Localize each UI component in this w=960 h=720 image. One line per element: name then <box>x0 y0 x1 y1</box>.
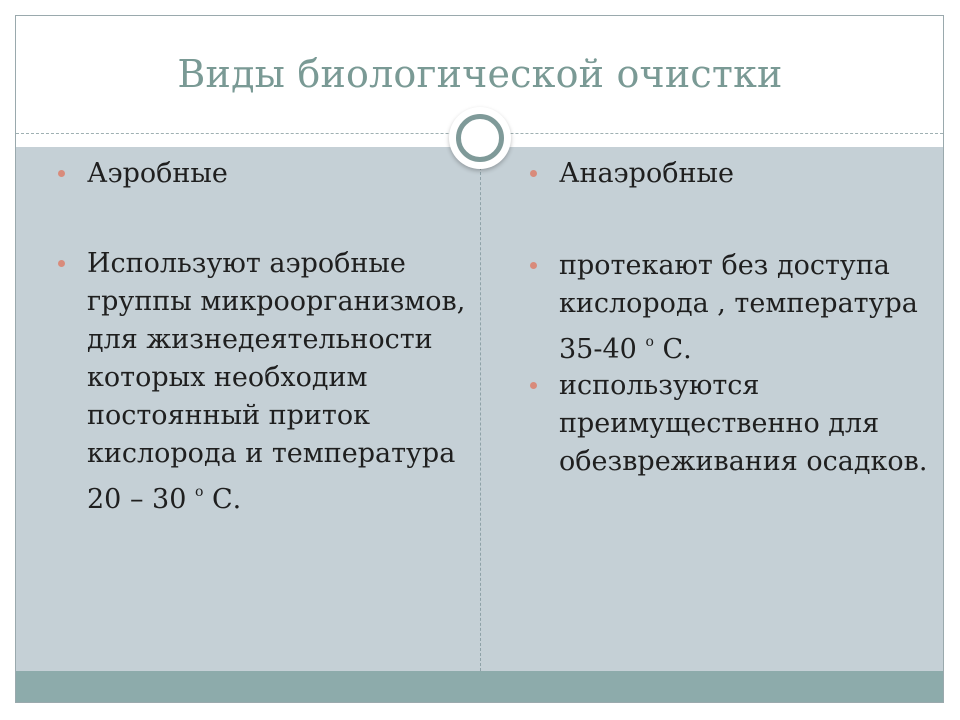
bullet-icon <box>58 170 65 177</box>
bullet-anaerobic-usage <box>526 367 936 481</box>
temperature-unit: С. <box>653 334 692 365</box>
bullet-icon <box>530 382 537 389</box>
footer-band <box>16 671 943 702</box>
bullet-icon <box>530 262 537 269</box>
column-divider <box>480 147 481 671</box>
degree-sign: о <box>645 334 654 350</box>
aerobic-description: Используют аэробные группы микроорганизмов, для жизнедеятельности которых необходим постоянный приток кислорода и температура 20 – 30 <box>87 248 466 515</box>
anaerobic-heading: Анаэробные <box>559 158 734 189</box>
bullet-icon <box>58 260 65 267</box>
circle-ornament-icon <box>449 107 511 169</box>
slide-title: Виды биологической очистки <box>177 52 783 96</box>
bullet-aerobic-description <box>54 245 474 519</box>
bullet-aerobic-heading <box>54 155 474 193</box>
anaerobic-conditions: протекают без доступа кислорода , температура 35-40 <box>559 250 918 365</box>
aerobic-heading: Аэробные <box>87 158 228 189</box>
bullet-icon <box>530 170 537 177</box>
temperature-unit: С. <box>203 484 242 515</box>
anaerobic-usage: используются преимущественно для обезвреживания осадков. <box>559 370 928 477</box>
bullet-anaerobic-conditions <box>526 247 936 369</box>
bullet-anaerobic-heading <box>526 155 936 193</box>
ornament-ring <box>456 114 504 162</box>
degree-sign: о <box>194 484 204 500</box>
